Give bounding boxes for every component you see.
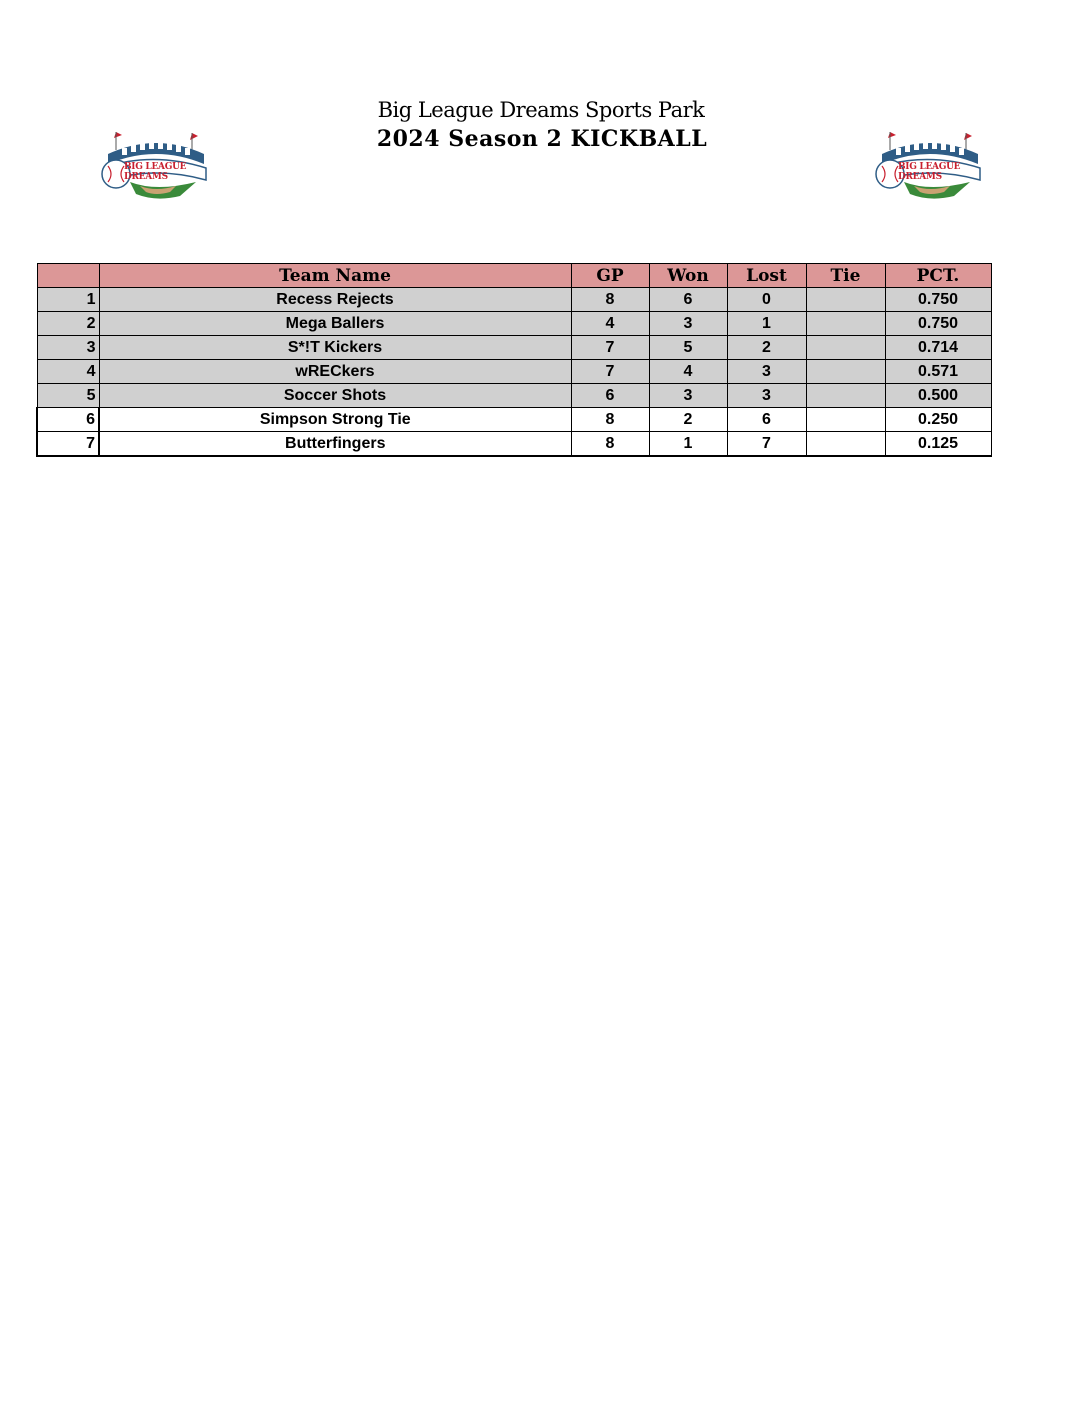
tie-cell — [806, 312, 885, 336]
lost-cell: 0 — [727, 288, 806, 312]
team-cell: Mega Ballers — [99, 312, 571, 336]
gp-cell: 7 — [571, 336, 649, 360]
pct-cell: 0.750 — [885, 288, 991, 312]
pct-cell: 0.500 — [885, 384, 991, 408]
gp-cell: 8 — [571, 288, 649, 312]
pct-cell: 0.250 — [885, 408, 991, 432]
lost-cell: 3 — [727, 360, 806, 384]
table-row — [37, 312, 991, 336]
tie-cell — [806, 336, 885, 360]
tie-cell — [806, 408, 885, 432]
rank-cell: 5 — [37, 384, 99, 408]
gp-cell: 7 — [571, 360, 649, 384]
gp-cell: 8 — [571, 432, 649, 457]
gp-cell: 4 — [571, 312, 649, 336]
rank-cell: 4 — [37, 360, 99, 384]
table-row — [37, 432, 991, 457]
gp-cell: 6 — [571, 384, 649, 408]
team-cell: Recess Rejects — [99, 288, 571, 312]
team-cell: Butterfingers — [99, 432, 571, 457]
table-row — [37, 336, 991, 360]
team-cell: S*!T Kickers — [99, 336, 571, 360]
pct-cell: 0.714 — [885, 336, 991, 360]
team-cell: Simpson Strong Tie — [99, 408, 571, 432]
won-column-header: Won — [649, 264, 727, 288]
table-row — [37, 360, 991, 384]
park-title: Big League Dreams Sports Park — [377, 98, 705, 122]
logo-text-left: BIG LEAGUE DREAMS — [124, 162, 187, 182]
logo-text-right: BIG LEAGUE DREAMS — [898, 162, 961, 182]
team-name-column-header: Team Name — [99, 264, 571, 288]
pct-column-header: PCT. — [885, 264, 991, 288]
won-cell: 6 — [649, 288, 727, 312]
rank-cell: 6 — [37, 408, 99, 432]
won-cell: 4 — [649, 360, 727, 384]
rank-column-header — [37, 264, 99, 288]
pct-cell: 0.125 — [885, 432, 991, 457]
pct-cell: 0.750 — [885, 312, 991, 336]
rank-cell: 1 — [37, 288, 99, 312]
lost-cell: 6 — [727, 408, 806, 432]
rank-cell: 2 — [37, 312, 99, 336]
gp-column-header: GP — [571, 264, 649, 288]
rank-cell: 3 — [37, 336, 99, 360]
won-cell: 5 — [649, 336, 727, 360]
tie-cell — [806, 360, 885, 384]
won-cell: 3 — [649, 384, 727, 408]
season-title: 2024 Season 2 KICKBALL — [376, 126, 708, 152]
won-cell: 3 — [649, 312, 727, 336]
table-row — [37, 384, 991, 408]
lost-cell: 3 — [727, 384, 806, 408]
gp-cell: 8 — [571, 408, 649, 432]
table-header-row — [37, 264, 991, 288]
lost-cell: 7 — [727, 432, 806, 457]
table-row — [37, 288, 991, 312]
lost-column-header: Lost — [727, 264, 806, 288]
won-cell: 1 — [649, 432, 727, 457]
pct-cell: 0.571 — [885, 360, 991, 384]
tie-cell — [806, 432, 885, 457]
tie-cell — [806, 288, 885, 312]
team-cell: wRECkers — [99, 360, 571, 384]
table-row — [37, 408, 991, 432]
lost-cell: 2 — [727, 336, 806, 360]
team-cell: Soccer Shots — [99, 384, 571, 408]
tie-column-header: Tie — [806, 264, 885, 288]
lost-cell: 1 — [727, 312, 806, 336]
tie-cell — [806, 384, 885, 408]
won-cell: 2 — [649, 408, 727, 432]
standings-table — [36, 263, 992, 457]
rank-cell: 7 — [37, 432, 99, 457]
